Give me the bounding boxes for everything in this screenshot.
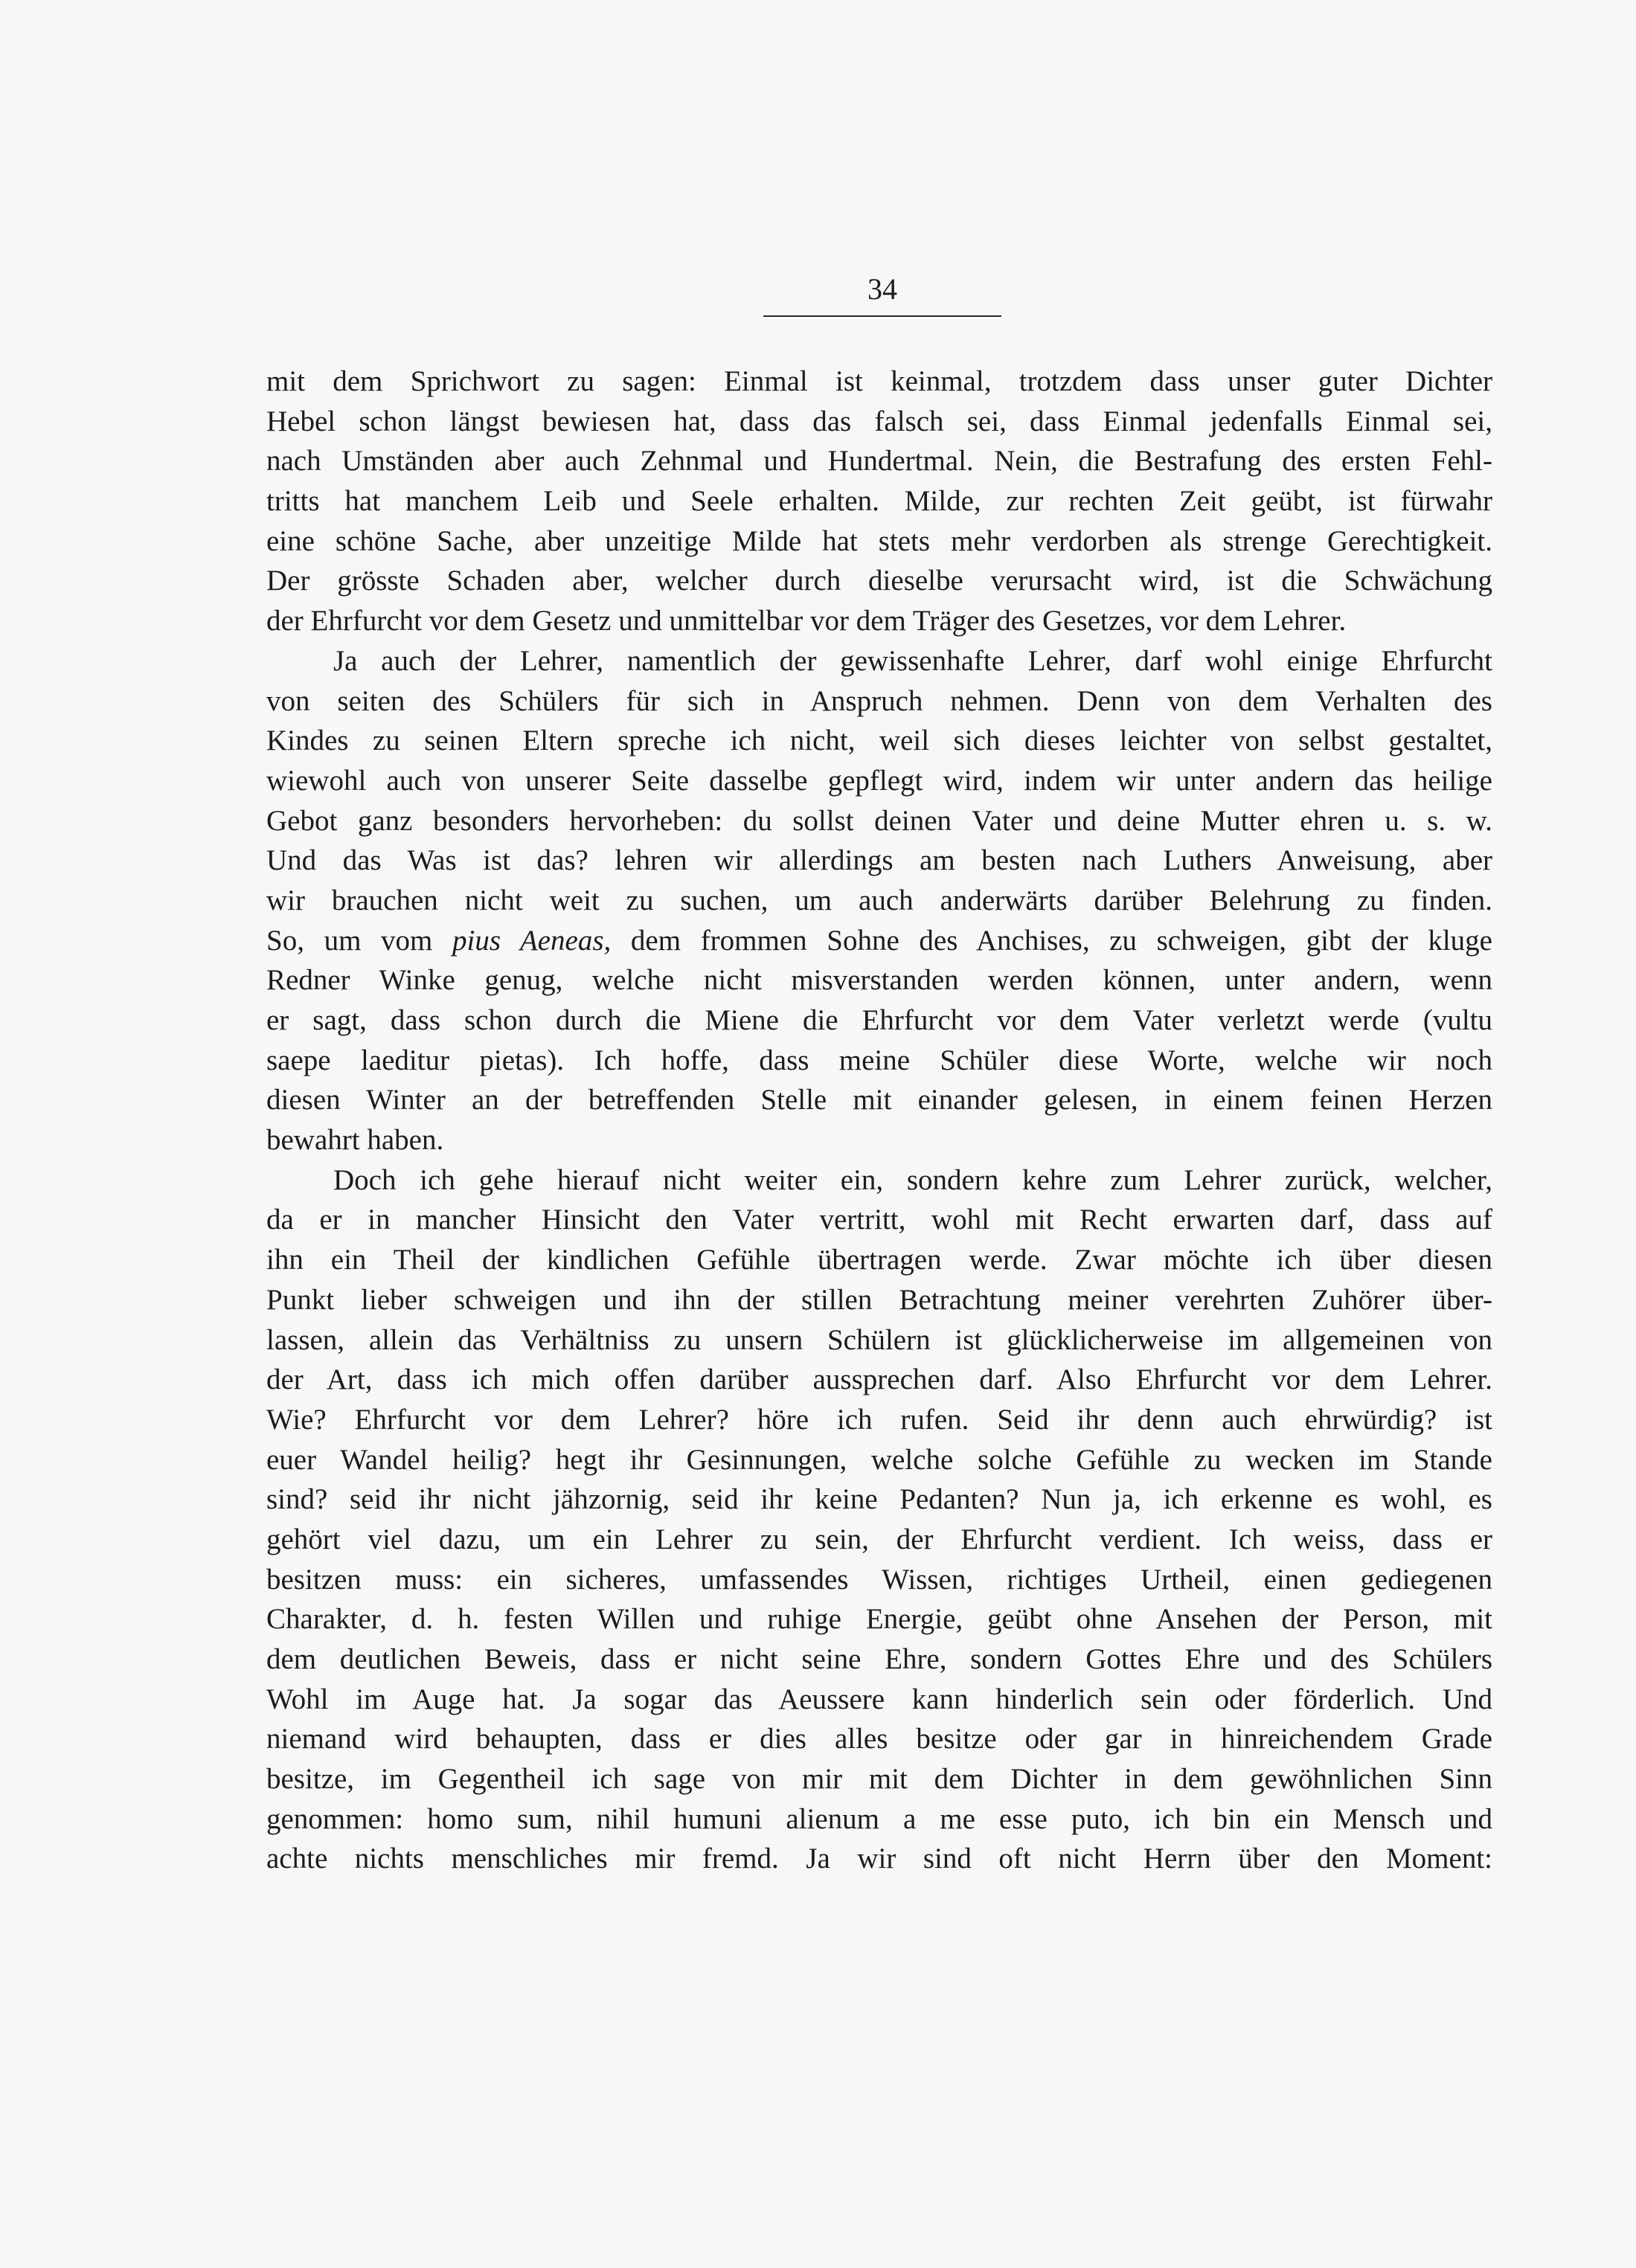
- text-line: dem deutlichen Beweis, dass er nicht seine Ehre, sondern Gottes Ehre und des Schülers: [266, 1643, 1492, 1675]
- text-line: besitze, im Gegentheil ich sage von mir mit dem Dichter in dem gewöhnlichen Sinn: [266, 1763, 1492, 1796]
- text-line: da er in mancher Hinsicht den Vater vertritt, wohl mit Recht erwarten darf, dass auf: [266, 1204, 1492, 1236]
- text-line: [266, 921, 1492, 961]
- text-line: er sagt, dass schon durch die Miene die Ehrfurcht vor dem Vater verletzt werde (vultu: [266, 1004, 1492, 1036]
- text-line: Charakter, d. h. festen Willen und ruhige Energie, geübt ohne Ansehen der Person, mit: [266, 1603, 1492, 1636]
- body-text: [266, 362, 1492, 1879]
- text-line: Doch ich gehe hierauf nicht weiter ein, sondern kehre zum Lehrer zurück, welcher,: [333, 1163, 1492, 1196]
- text-line: Wohl im Auge hat. Ja sogar das Aeussere kann hinderlich sein oder förderlich. Und: [266, 1683, 1492, 1715]
- text-line: nach Umständen aber auch Zehnmal und Hundertmal. Nein, die Bestrafung des ersten Fehl-: [266, 445, 1492, 478]
- text-line: Gebot ganz besonders hervorheben: du sollst deinen Vater und deine Mutter ehren u. s. w.: [266, 804, 1492, 837]
- text-line: Und das Was ist das? lehren wir allerdings am besten nach Luthers Anweisung, aber: [266, 844, 1492, 877]
- text-segment: So, um vom: [266, 924, 452, 957]
- text-line: eine schöne Sache, aber unzeitige Milde hat stets mehr verdorben als strenge Gerechtigkeit.: [266, 524, 1492, 557]
- text-line: Ja auch der Lehrer, namentlich der gewissenhafte Lehrer, darf wohl einige Ehrfurcht: [333, 644, 1492, 677]
- text-line: bewahrt haben.: [266, 1124, 444, 1157]
- text-line: gehört viel dazu, um ein Lehrer zu sein, der Ehrfurcht verdient. Ich weiss, dass er: [266, 1523, 1492, 1555]
- text-line: Kindes zu seinen Eltern spreche ich nicht, weil sich dieses leichter von selbst gestaltet,: [266, 725, 1492, 757]
- text-line: achte nichts menschliches mir fremd. Ja wir sind oft nicht Herrn über den Moment:: [266, 1843, 1492, 1875]
- text-line: genommen: homo sum, nihil humuni alienum a me esse puto, ich bin ein Mensch und: [266, 1802, 1492, 1835]
- text-line: Hebel schon längst bewiesen hat, dass das falsch sei, dass Einmal jedenfalls Einmal sei,: [266, 405, 1492, 437]
- text-line: der Art, dass ich mich offen darüber aussprechen darf. Also Ehrfurcht vor dem Lehrer.: [266, 1363, 1492, 1396]
- text-line: tritts hat manchem Leib und Seele erhalten. Milde, zur rechten Zeit geübt, ist fürwahr: [266, 485, 1492, 518]
- italic-text: pius Aeneas,: [452, 924, 612, 957]
- text-line: mit dem Sprichwort zu sagen: Einmal ist keinmal, trotzdem dass unser guter Dichter: [266, 365, 1492, 397]
- text-line: Der grösste Schaden aber, welcher durch dieselbe verursacht wird, ist die Schwächung: [266, 565, 1492, 597]
- text-line: wir brauchen nicht weit zu suchen, um auch anderwärts darüber Belehrung zu finden.: [266, 884, 1492, 916]
- text-line: diesen Winter an der betreffenden Stelle mit einander gelesen, in einem feinen Herzen: [266, 1084, 1492, 1117]
- text-line: Redner Winke genug, welche nicht misverstanden werden können, unter andern, wenn: [266, 964, 1492, 997]
- text-line: lassen, allein das Verhältniss zu unsern Schülern ist glücklicherweise im allgemeinen von: [266, 1323, 1492, 1356]
- text-line: besitzen muss: ein sicheres, umfassendes Wissen, richtiges Urtheil, einen gediegenen: [266, 1563, 1492, 1596]
- text-line: euer Wandel heilig? hegt ihr Gesinnungen, welche solche Gefühle zu wecken im Stande: [266, 1443, 1492, 1476]
- page-number-rule: [763, 315, 1001, 317]
- text-line: saepe laeditur pietas). Ich hoffe, dass meine Schüler diese Worte, welche wir noch: [266, 1044, 1492, 1076]
- text-line: ihn ein Theil der kindlichen Gefühle übertragen werde. Zwar möchte ich über diesen: [266, 1244, 1492, 1276]
- text-line: niemand wird behaupten, dass er dies alles besitze oder gar in hinreichendem Grade: [266, 1723, 1492, 1755]
- text-line: von seiten des Schülers für sich in Anspruch nehmen. Denn von dem Verhalten des: [266, 684, 1492, 717]
- page-number: 34: [867, 272, 897, 306]
- text-segment: dem frommen Sohne des Anchises, zu schweigen, gibt der kluge: [611, 924, 1492, 957]
- text-line: sind? seid ihr nicht jähzornig, seid ihr keine Pedanten? Nun ja, ich erkenne es wohl, es: [266, 1483, 1492, 1516]
- text-line: der Ehrfurcht vor dem Gesetz und unmittelbar vor dem Träger des Gesetzes, vor dem Lehrer.: [266, 605, 1347, 637]
- text-line: Punkt lieber schweigen und ihn der stillen Betrachtung meiner verehrten Zuhörer über-: [266, 1283, 1492, 1316]
- text-line: wiewohl auch von unserer Seite dasselbe gepflegt wird, indem wir unter andern das heilige: [266, 764, 1492, 797]
- text-line: Wie? Ehrfurcht vor dem Lehrer? höre ich rufen. Seid ihr denn auch ehrwürdig? ist: [266, 1403, 1492, 1436]
